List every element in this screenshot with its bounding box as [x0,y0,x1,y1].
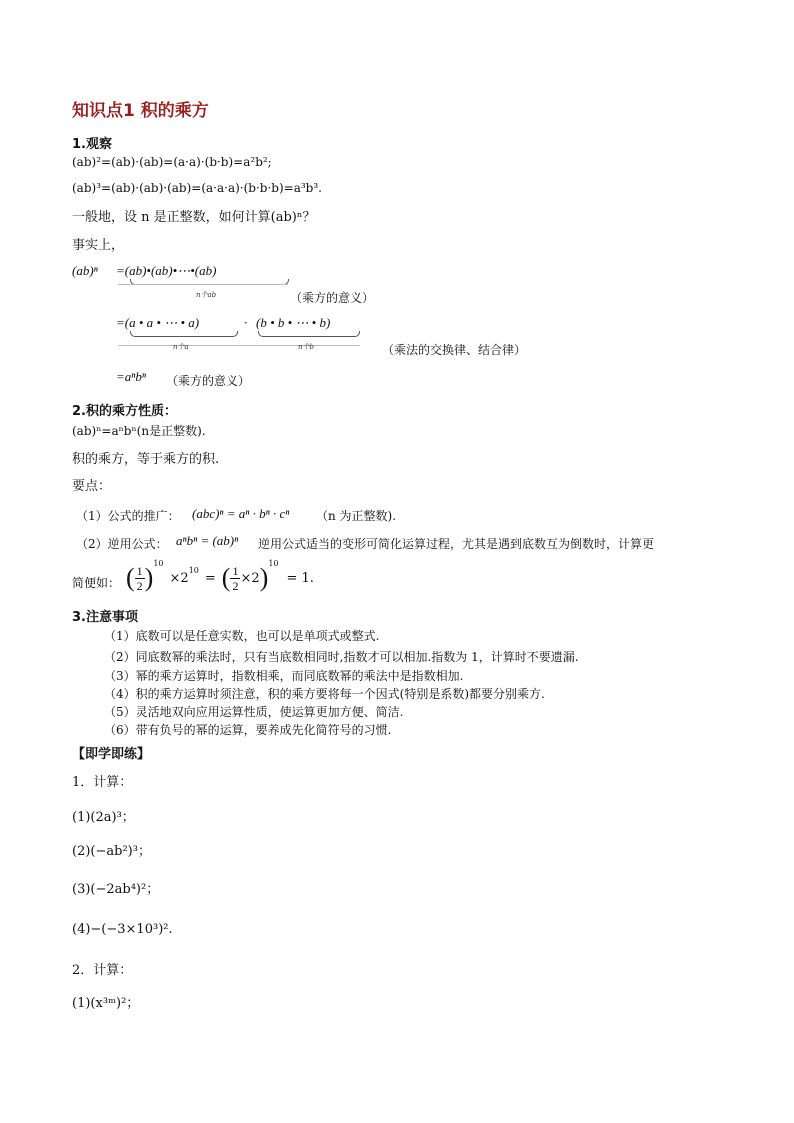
underline-1 [118,284,288,285]
underbrace-2a [130,331,238,337]
question-2-part-1: (1)(x³ᵐ)²； [72,996,140,1011]
question-1-part-3: (3)(−2ab⁴)²； [72,882,160,897]
underbrace-label-2b: n个b [298,343,314,351]
question-2-label: 2．计算： [72,963,133,978]
point-2-formula: aⁿbⁿ = (ab)ⁿ [176,533,239,548]
observe-line-1: (ab)²=(ab)·(ab)=(a·a)·(b·b)=a²b²; [72,155,272,169]
note-item-1: （1）底数可以是任意实数，也可以是单项式或整式. [104,629,380,643]
derivation-note-3: （乘方的意义） [166,374,251,388]
derivation-step-1: =(ab)•(ab)•⋯•(ab) [116,263,217,278]
derivation-step-2a: =(a • a • ⋯ • a) [116,315,200,330]
example-expression: ( $\frac{1}{2}$ ) 10 ×2 10 = ( $\frac{1}{2}$ ×2 ) 10 = 1. [126,559,314,593]
point-1-formula: (abc)ⁿ = aⁿ · bⁿ · cⁿ [192,506,290,521]
product-power-statement: 积的乘方，等于乘方的积. [72,452,220,467]
left-paren: ( [126,563,135,592]
underbrace-label-1: n个ab [196,291,217,299]
note-item-4: （4）积的乘方运算时须注意，积的乘方要将每一个因式(特别是系数)都要分别乘方. [104,687,545,701]
observe-question: 一般地，设 n 是正整数，如何计算(ab)ⁿ？ [72,210,316,225]
key-points-label: 要点： [72,479,112,494]
section-title: 知识点1 积的乘方 [72,101,209,121]
example-label: 简便如： [72,576,121,590]
practice-heading: 【即学即练】 [72,747,151,762]
note-item-3: （3）幂的乘方运算时，指数相乘，而同底数幂的乘法中是指数相加. [104,669,464,683]
point-1-label: （1）公式的推广： [76,509,180,523]
observe-line-2: (ab)³=(ab)·(ab)·(ab)=(a·a·a)·(b·b·b)=a³b³. [72,181,322,195]
derivation-note-2: （乘法的交换律、结合律） [382,343,527,357]
point-2-label: （2）逆用公式： [76,537,168,551]
question-1-part-2: (2)(−ab²)³； [72,844,151,859]
question-1-label: 1．计算： [72,775,133,790]
underline-2 [118,345,360,346]
fraction-half: $\frac{1}{2}$ [136,563,143,593]
observe-fact: 事实上， [72,238,125,253]
note-item-6: （6）带有负号的幂的运算，要养成先化简符号的习惯. [104,723,392,737]
derivation-lhs: (ab)ⁿ [72,263,98,278]
note-item-2: （2）同底数幂的乘法时，只有当底数相同时,指数才可以相加.指数为 1，计算时不要遗漏. [104,650,579,664]
derivation-step-3: =aⁿbⁿ [116,369,146,384]
question-1-part-1: (1)(2a)³； [72,810,135,825]
s1-heading: 1.观察 [72,137,112,152]
fraction-half-2: $\frac{1}{2}$ [232,563,239,593]
underbrace-label-2a: n个a [173,343,189,351]
derivation-step-2b: (b • b • ⋯ • b) [256,315,331,330]
underbrace-2b [258,331,360,337]
right-paren: ) [144,563,154,592]
s3-heading: 3.注意事项 [72,610,138,625]
point-1-note: （n 为正整数). [316,509,397,523]
point-2-text: 逆用公式适当的变形可简化运算过程，尤其是遇到底数互为倒数时，计算更 [258,537,655,551]
s2-heading: 2.积的乘方性质： [72,404,177,419]
derivation-dot: · [244,315,248,330]
product-power-formula: (ab)ⁿ=aⁿbⁿ(n是正整数). [72,424,206,438]
derivation-note-1: （乘方的意义） [290,291,375,305]
question-1-part-4: (4)−(−3×10³)². [72,922,173,937]
note-item-5: （5）灵活地双向应用运算性质，使运算更加方便、简洁. [104,705,404,719]
